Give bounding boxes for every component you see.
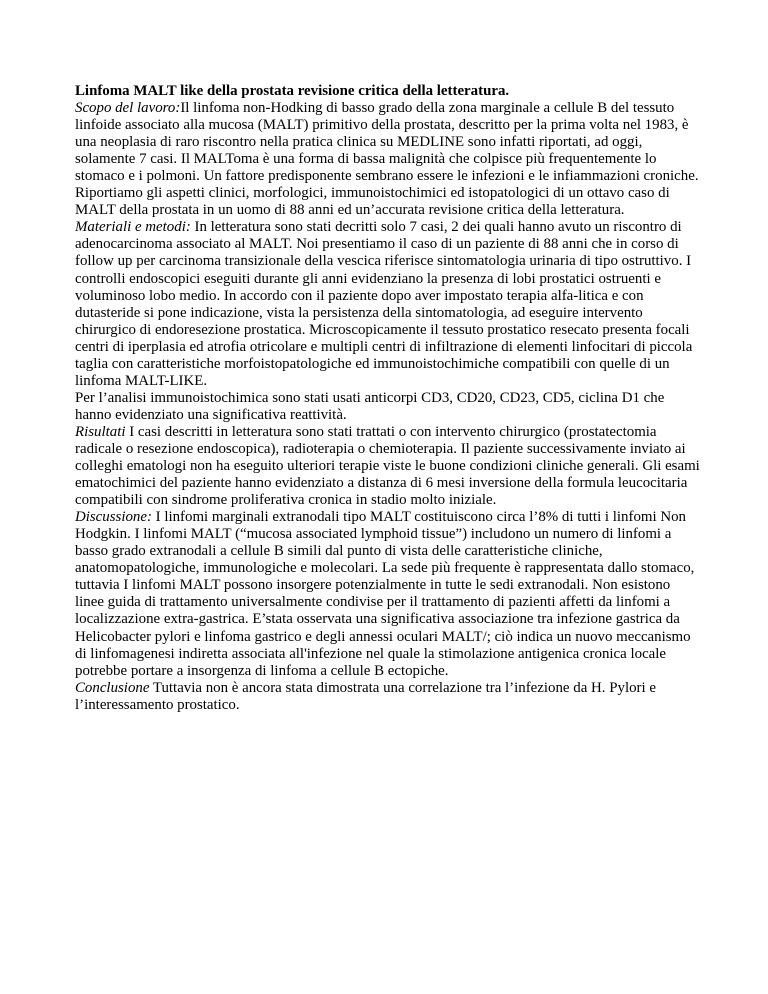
section-label: Materiali e metodi: xyxy=(75,219,191,236)
section-materiali xyxy=(75,219,702,389)
section-text: In letteratura sono stati decritti solo 7 casi, 2 dei quali hanno avuto un riscontro di adenocarcinoma associato al MALT. Noi presentiamo il caso di un paziente di 88 anni che in corso di follow up per carcinoma transizionale della vescica riferisce sintomatologia urinaria di tipo ostruttivo. I controlli endoscopici eseguiti durante gli anni evidenziano la presenza di lobi prostatici ostruenti e voluminoso lobo medio. In accordo con il paziente dopo aver impostato terapia alfa-litica e con dutasteride si pone indicazione, vista la persistenza della sintomatologia, ad eseguire intervento chirurgico di endoresezione prostatica. Microscopicamente il tessuto prostatico resecato presenta focali centri di iperplasia ed atrofia otricolare e multipli centri di infiltrazione di elementi linfocitari di piccola taglia con caratteristiche morfoistopatologiche ed immunoistochimiche compatibili con quelle di un linfoma MALT-LIKE. xyxy=(75,219,693,389)
section-label: Risultati xyxy=(75,423,126,440)
section-text: Per l’analisi immunoistochimica sono stati usati anticorpi CD3, CD20, CD23, CD5, ciclina D1 che hanno evidenziato una significativa reattività. xyxy=(75,389,665,423)
section-scopo xyxy=(75,100,702,219)
section-risultati xyxy=(75,424,702,509)
document-title: Linfoma MALT like della prostata revisione critica della letteratura. xyxy=(75,83,510,99)
section-text: Il linfoma non-Hodking di basso grado della zona marginale a cellule B del tessuto linfoide associato alla mucosa (MALT) primitivo della prostata, descritto per la prima volta nel 1983, è una neoplasia di raro riscontro nella pratica clinica su MEDLINE sono infatti riportati, ad oggi, solamente 7 casi. Il MALToma è una forma di bassa malignità che colpisce più frequentemente lo stomaco e i polmoni. Un fattore predisponente sembrano essere le infezioni e le infiammazioni croniche. Riportiamo gli aspetti clinici, morfologici, immunoistochimici ed istopatologici di un ottavo caso di MALT della prostata in un uomo di 88 anni ed un’accurata revisione critica della letteratura. xyxy=(75,100,699,219)
section-immunoistochimica xyxy=(75,390,702,424)
section-label: Conclusione xyxy=(75,679,150,696)
section-label: Scopo del lavoro: xyxy=(75,100,181,117)
section-conclusione xyxy=(75,680,702,714)
section-discussione xyxy=(75,509,702,679)
section-text: I linfomi marginali extranodali tipo MALT costituiscono circa l’8% di tutti i linfomi Non Hodgkin. I linfomi MALT (“mucosa associated lymphoid tissue”) includono un numero di linfomi a basso grado extranodali a cellule B simili dal punto di vista delle caratteristiche cliniche, anatomopatologiche, immunologiche e molecolari. La sede più frequente è rappresentata dallo stomaco, tuttavia I linfomi MALT possono insorgere potenzialmente in tutte le sedi extranodali. Non esistono linee guida di trattamento universalmente condivise per il trattamento di pazienti affetti da linfomi a localizzazione extra-gastrica. E’stata osservata una significativa associazione tra infezione gastrica da Helicobacter pylori e linfoma gastrico e degli annessi oculari MALT/; ciò indica un nuovo meccanismo di linfomagenesi indiretta associata all'infezione nel quale la stimolazione antigenica cronica locale potrebbe portare a insorgenza di linfoma a cellule B ectopiche. xyxy=(75,509,695,679)
section-text: Tuttavia non è ancora stata dimostrata una correlazione tra l’infezione da H. Pylori e l’interessamento prostatico. xyxy=(75,679,656,713)
document-page xyxy=(75,83,702,714)
section-label: Discussione: xyxy=(75,509,152,526)
section-text: I casi descritti in letteratura sono stati trattati o con intervento chirurgico (prostatectomia radicale o resezione endoscopica), radioterapia o chemioterapia. Il paziente successivamente inviato ai colleghi ematologi non ha eseguito ulteriori terapie viste le buone condizioni cliniche generali. Gli esami ematochimici del paziente hanno evidenziato a distanza di 6 mesi inversione della formula leucocitaria compatibili con sindrome proliferativa cronica in stadio molto iniziale. xyxy=(75,423,700,509)
